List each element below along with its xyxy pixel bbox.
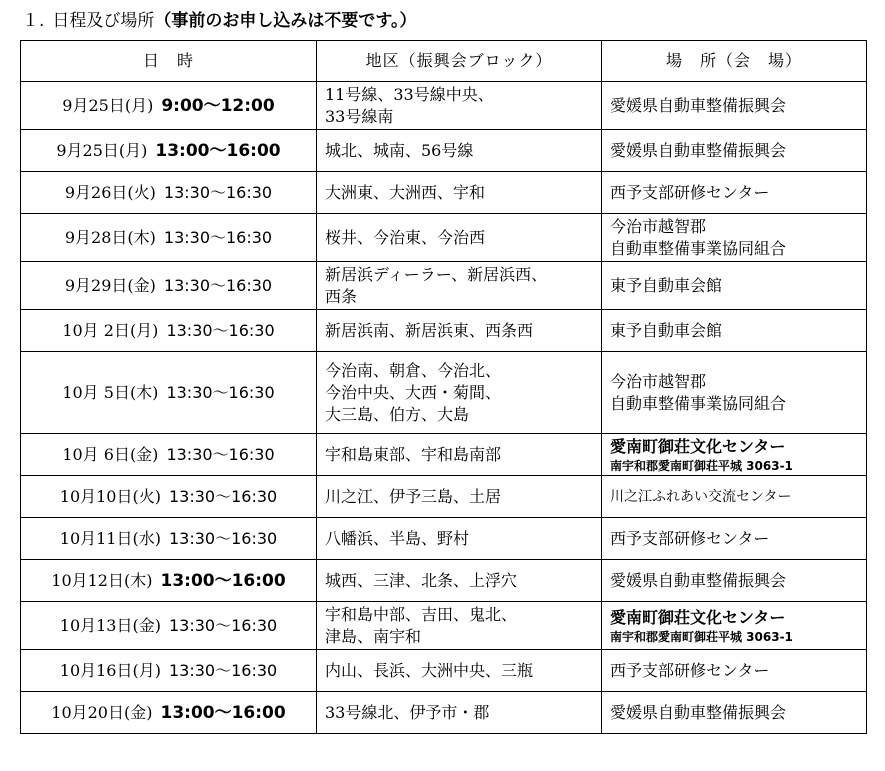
schedule-date: 9月25日(月) <box>56 140 148 160</box>
district-line: 宇和島東部、宇和島南部 <box>325 444 502 464</box>
table-row <box>21 560 867 602</box>
schedule-time: 13:30～16:30 <box>166 444 275 464</box>
section-note: （事前のお申し込みは不要です。） <box>154 11 417 31</box>
district-line: 大洲東、大洲西、宇和 <box>325 182 486 202</box>
schedule-time: 13:30～16:30 <box>166 382 275 402</box>
district-cell <box>317 130 602 172</box>
venue-cell <box>602 650 867 692</box>
schedule-date: 9月26日(火) <box>64 182 156 202</box>
district-cell <box>317 602 602 650</box>
table-row <box>21 130 867 172</box>
schedule-date-cell <box>21 518 317 560</box>
schedule-date: 10月13日(金) <box>59 615 161 635</box>
schedule-time: 13:30～16:30 <box>168 660 278 680</box>
district-line: 新居浜ディーラー、新居浜西、 <box>325 264 548 284</box>
venue-name: 東予自動車会館 <box>610 320 723 340</box>
schedule-time: 13:30～16:30 <box>168 615 278 635</box>
district-line: 城北、城南、56号線 <box>325 140 474 160</box>
table-row <box>21 82 867 130</box>
schedule-date-cell <box>21 310 317 352</box>
table-row <box>21 262 867 310</box>
schedule-table <box>20 40 867 734</box>
schedule-date-cell <box>21 692 317 734</box>
schedule-date-cell <box>21 172 317 214</box>
schedule-time: 13:00～16:00 <box>160 702 286 723</box>
schedule-date-cell <box>21 130 317 172</box>
district-line: 内山、長浜、大洲中央、三瓶 <box>325 660 534 680</box>
district-line: 川之江、伊予三島、土居 <box>325 486 502 506</box>
district-line: 西条 <box>325 286 358 306</box>
district-line: 今治中央、大西・菊間、 <box>325 382 502 402</box>
district-line: 今治南、朝倉、今治北、 <box>325 360 502 380</box>
venue-cell <box>602 518 867 560</box>
table-row <box>21 692 867 734</box>
table-header-row <box>21 41 867 82</box>
venue-name: 愛媛県自動車整備振興会 <box>610 95 787 115</box>
district-cell <box>317 214 602 262</box>
district-cell <box>317 82 602 130</box>
venue-name: 愛媛県自動車整備振興会 <box>610 140 787 160</box>
schedule-date-cell <box>21 352 317 434</box>
table-row <box>21 602 867 650</box>
district-line: 津島、南宇和 <box>325 626 422 646</box>
district-line: 桜井、今治東、今治西 <box>325 227 486 247</box>
schedule-date-cell <box>21 214 317 262</box>
district-cell <box>317 692 602 734</box>
venue-name: 今治市越智郡 <box>610 371 707 391</box>
table-row <box>21 434 867 476</box>
schedule-date: 10月 6日(金) <box>62 444 159 464</box>
venue-cell <box>602 214 867 262</box>
schedule-time: 13:30～16:30 <box>168 486 278 506</box>
venue-name: 川之江ふれあい交流センター <box>610 488 792 505</box>
venue-name: 西予支部研修センター <box>610 528 770 548</box>
district-cell <box>317 172 602 214</box>
venue-cell <box>602 476 867 518</box>
district-line: 大三島、伯方、大島 <box>325 404 470 424</box>
schedule-date-cell <box>21 476 317 518</box>
schedule-date: 10月12日(木) <box>51 570 153 590</box>
venue-line: 自動車整備事業協同組合 <box>610 238 787 258</box>
schedule-time: 13:30～16:30 <box>163 275 273 295</box>
district-line: 33号線南 <box>325 106 394 126</box>
schedule-date: 10月16日(月) <box>59 660 161 680</box>
table-row <box>21 518 867 560</box>
venue-name: 西予支部研修センター <box>610 182 770 202</box>
table-row <box>21 310 867 352</box>
schedule-date: 9月28日(木) <box>64 227 156 247</box>
venue-cell <box>602 602 867 650</box>
venue-name: 愛南町御荘文化センター <box>610 607 786 627</box>
venue-cell <box>602 560 867 602</box>
venue-name: 愛媛県自動車整備振興会 <box>610 702 787 722</box>
venue-cell <box>602 310 867 352</box>
schedule-date: 9月29日(金) <box>64 275 156 295</box>
schedule-date: 10月 2日(月) <box>62 320 159 340</box>
venue-name: 西予支部研修センター <box>610 660 770 680</box>
district-line: 八幡浜、半島、野村 <box>325 528 470 548</box>
district-cell <box>317 560 602 602</box>
district-cell <box>317 518 602 560</box>
schedule-date: 10月 5日(木) <box>62 382 159 402</box>
header-date: 日 時 <box>21 41 317 82</box>
table-row <box>21 476 867 518</box>
table-row <box>21 352 867 434</box>
section-number: １. <box>22 11 45 31</box>
schedule-date: 10月11日(水) <box>59 528 161 548</box>
schedule-date: 10月20日(金) <box>51 702 153 722</box>
schedule-time: 13:00～16:00 <box>160 570 286 591</box>
table-body <box>21 82 867 734</box>
venue-cell <box>602 352 867 434</box>
schedule-time: 13:30～16:30 <box>163 227 273 247</box>
schedule-time: 13:00～16:00 <box>155 140 281 161</box>
venue-name: 愛媛県自動車整備振興会 <box>610 570 787 590</box>
section-heading <box>22 10 417 32</box>
schedule-date-cell <box>21 82 317 130</box>
schedule-date-cell <box>21 602 317 650</box>
header-place: 場 所（会 場） <box>602 41 867 82</box>
district-cell <box>317 310 602 352</box>
schedule-time: 13:30～16:30 <box>166 320 275 340</box>
district-cell <box>317 352 602 434</box>
venue-cell <box>602 172 867 214</box>
schedule-time: 13:30～16:30 <box>163 182 273 202</box>
venue-cell <box>602 82 867 130</box>
schedule-date: 10月10日(火) <box>59 486 161 506</box>
district-line: 城西、三津、北条、上浮穴 <box>325 570 518 590</box>
header-area: 地区（振興会ブロック） <box>317 41 602 82</box>
venue-cell <box>602 434 867 476</box>
venue-name: 東予自動車会館 <box>610 275 723 295</box>
table-row <box>21 172 867 214</box>
venue-cell <box>602 262 867 310</box>
table-row <box>21 214 867 262</box>
district-line: 新居浜南、新居浜東、西条西 <box>325 320 534 340</box>
venue-name: 今治市越智郡 <box>610 216 707 236</box>
schedule-time: 9:00～12:00 <box>161 95 275 116</box>
venue-line: 自動車整備事業協同組合 <box>610 393 787 413</box>
schedule-date-cell <box>21 262 317 310</box>
district-cell <box>317 434 602 476</box>
venue-cell <box>602 130 867 172</box>
venue-name: 愛南町御荘文化センター <box>610 436 786 456</box>
schedule-date-cell <box>21 434 317 476</box>
schedule-date-cell <box>21 650 317 692</box>
schedule-date-cell <box>21 560 317 602</box>
schedule-date: 9月25日(月) <box>62 95 154 115</box>
district-line: 宇和島中部、吉田、鬼北、 <box>325 604 518 624</box>
district-cell <box>317 476 602 518</box>
venue-line: 南宇和郡愛南町御荘平城 3063-1 <box>610 458 793 473</box>
district-line: 33号線北、伊予市・郡 <box>325 702 490 722</box>
venue-line: 南宇和郡愛南町御荘平城 3063-1 <box>610 629 793 644</box>
district-cell <box>317 262 602 310</box>
schedule-time: 13:30～16:30 <box>168 528 278 548</box>
venue-cell <box>602 692 867 734</box>
district-line: 11号線、33号線中央、 <box>325 84 494 104</box>
section-title: 日程及び場所 <box>52 11 155 31</box>
table-row <box>21 650 867 692</box>
district-cell <box>317 650 602 692</box>
